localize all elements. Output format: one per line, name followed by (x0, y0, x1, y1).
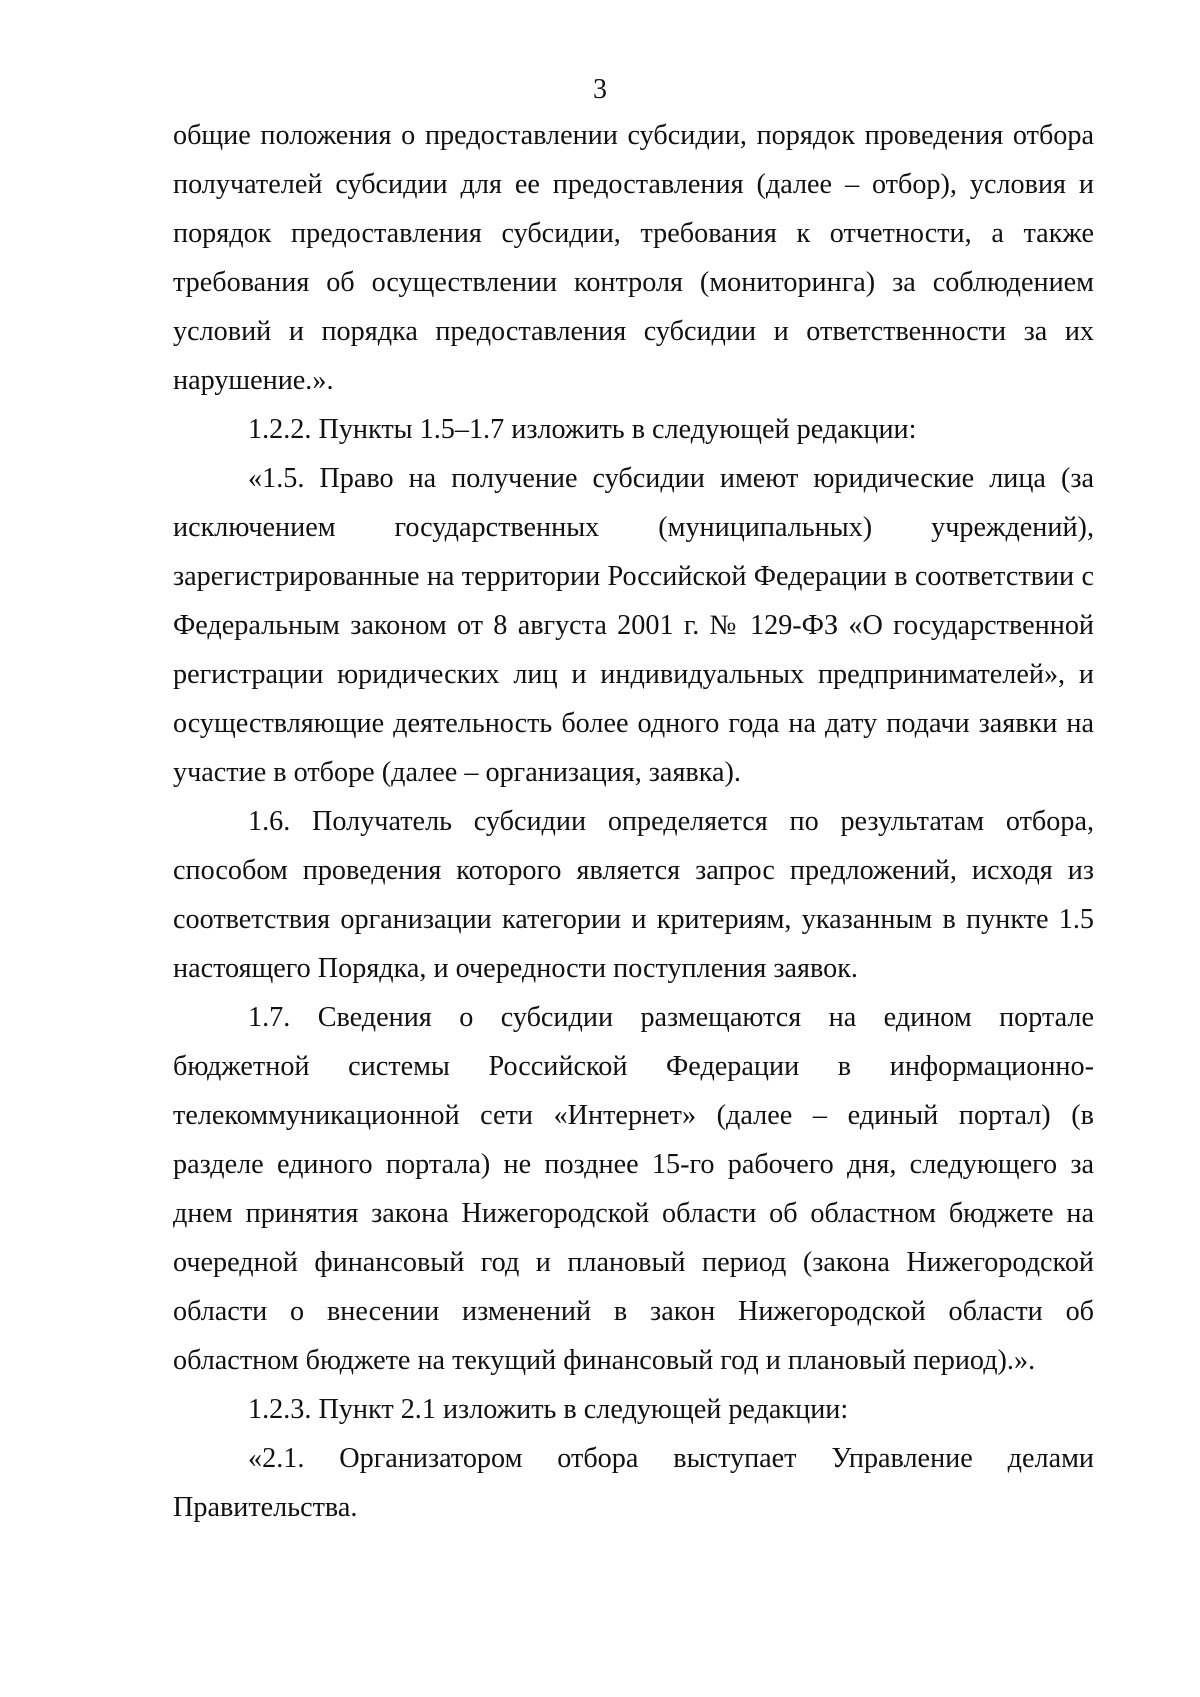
paragraph-1-2-2: 1.2.2. Пункты 1.5–1.7 изложить в следующей редакции: (248, 414, 917, 445)
page-number: 3 (593, 74, 607, 105)
paragraph-2-1: «2.1. Организатором отбора выступает Управление делами Правительства. (173, 1443, 1094, 1523)
paragraph-1-7: 1.7. Сведения о субсидии размещаются на едином портале бюджетной системы Российской Федерации в информационно-телекоммуникационной сети «Интернет» (далее – единый портал) (в разделе единого портала) не позднее 15-го рабочего дня, следующего за днем принятия закона Нижегородской области об областном бюджете на очередной финансовый год и плановый период (закона Нижегородской области о внесении изменений в закон Нижегородской области об областном бюджете на текущий финансовый год и плановый период).». (173, 1002, 1094, 1376)
paragraph-1-5: «1.5. Право на получение субсидии имеют юридические лица (за исключением государственных (муниципальных) учреждений), зарегистрированные на территории Российской Федерации в соответствии с Федеральным законом от 8 августа 2001 г. № 129-ФЗ «О государственной регистрации юридических лиц и индивидуальных предпринимателей», и осуществляющие деятельность более одного года на дату подачи заявки на участие в отборе (далее – организация, заявка). (173, 463, 1094, 788)
paragraph-1-6: 1.6. Получатель субсидии определяется по результатам отбора, способом проведения которого является запрос предложений, исходя из соответствия организации категории и критериям, указанным в пункте 1.5 настоящего Порядка, и очередности поступления заявок. (173, 806, 1094, 984)
document-body (173, 111, 1094, 1532)
paragraph-general-provisions-end: общие положения о предоставлении субсидии, порядок проведения отбора получателей субсидии для ее предоставления (далее – отбор), условия и порядок предоставления субсидии, требования к отчетности, а также требования об осуществлении контроля (мониторинга) за соблюдением условий и порядка предоставления субсидии и ответственности за их нарушение.». (173, 120, 1094, 396)
paragraph-1-2-3: 1.2.3. Пункт 2.1 изложить в следующей редакции: (248, 1394, 849, 1425)
